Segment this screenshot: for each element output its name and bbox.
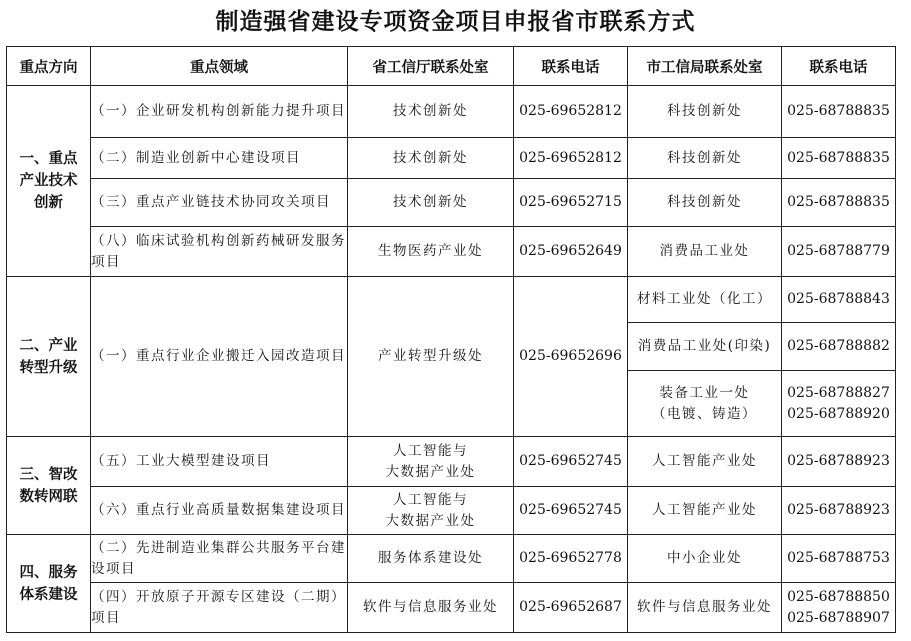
city-office-cell: 消费品工业处(印染) xyxy=(628,323,782,371)
table-row xyxy=(7,86,896,138)
prov-office-cell: 技术创新处 xyxy=(348,138,514,179)
field-cell: （五）工业大模型建设项目 xyxy=(91,437,348,487)
field-cell: （二）先进制造业集群公共服务平台建设项目 xyxy=(91,535,348,583)
prov-office-cell: 技术创新处 xyxy=(348,179,514,227)
office-line: 大数据产业处 xyxy=(385,463,476,480)
city-office-cell: 中小企业处 xyxy=(628,535,782,583)
office-line: 人工智能与 xyxy=(393,442,468,459)
header-city-office: 市工信局联系处室 xyxy=(628,47,782,86)
city-office-cell: 材料工业处（化工） xyxy=(628,277,782,323)
prov-phone-cell: 025-69652649 xyxy=(514,227,628,277)
field-cell: （三）重点产业链技术协同攻关项目 xyxy=(91,179,348,227)
prov-phone-cell: 025-69652812 xyxy=(514,138,628,179)
office-line: 大数据产业处 xyxy=(385,512,476,529)
header-direction: 重点方向 xyxy=(7,47,91,86)
city-phone-cell xyxy=(782,371,896,437)
prov-office-cell: 服务体系建设处 xyxy=(348,535,514,583)
field-cell: （一）重点行业企业搬迁入园改造项目 xyxy=(91,277,348,437)
prov-phone-cell: 025-69652696 xyxy=(514,277,628,437)
direction-cell xyxy=(7,277,91,437)
city-office-cell: 科技创新处 xyxy=(628,138,782,179)
office-line: 装备工业一处 xyxy=(659,384,750,401)
city-phone-cell xyxy=(782,583,896,633)
phone-line: 025-68788907 xyxy=(787,609,890,626)
city-phone-cell: 025-68788843 xyxy=(782,277,896,323)
field-cell: （二）制造业创新中心建设项目 xyxy=(91,138,348,179)
prov-phone-cell: 025-69652715 xyxy=(514,179,628,227)
direction-line: 三、智改 xyxy=(19,466,78,483)
phone-line: 025-68788827 xyxy=(787,384,890,401)
prov-phone-cell: 025-69652812 xyxy=(514,86,628,138)
field-cell: （一）企业研发机构创新能力提升项目 xyxy=(91,86,348,138)
prov-office-cell: 技术创新处 xyxy=(348,86,514,138)
city-phone-cell: 025-68788923 xyxy=(782,487,896,535)
direction-cell xyxy=(7,86,91,277)
prov-office-cell: 产业转型升级处 xyxy=(348,277,514,437)
contact-table xyxy=(6,46,896,633)
header-prov-office: 省工信厅联系处室 xyxy=(348,47,514,86)
table-row xyxy=(7,535,896,583)
table-row xyxy=(7,227,896,277)
table-row xyxy=(7,138,896,179)
city-office-cell xyxy=(628,371,782,437)
prov-phone-cell: 025-69652687 xyxy=(514,583,628,633)
city-phone-cell: 025-68788882 xyxy=(782,323,896,371)
table-header-row xyxy=(7,47,896,86)
prov-phone-cell: 025-69652745 xyxy=(514,487,628,535)
prov-office-cell xyxy=(348,437,514,487)
office-line: （电镀、铸造） xyxy=(652,405,757,422)
table-row xyxy=(7,179,896,227)
office-line: 人工智能与 xyxy=(393,491,468,508)
city-phone-cell: 025-68788753 xyxy=(782,535,896,583)
city-phone-cell: 025-68788835 xyxy=(782,179,896,227)
direction-cell xyxy=(7,535,91,633)
table-row xyxy=(7,277,896,323)
prov-phone-cell: 025-69652778 xyxy=(514,535,628,583)
table-row xyxy=(7,437,896,487)
city-office-cell: 人工智能产业处 xyxy=(628,487,782,535)
table-row xyxy=(7,583,896,633)
field-cell: （四）开放原子开源专区建设（二期）项目 xyxy=(91,583,348,633)
city-office-cell: 软件与信息服务业处 xyxy=(628,583,782,633)
direction-line: 产业技术 xyxy=(19,173,78,189)
phone-line: 025-68788850 xyxy=(787,588,890,605)
direction-line: 转型升级 xyxy=(19,359,78,376)
prov-office-cell: 软件与信息服务业处 xyxy=(348,583,514,633)
prov-office-cell xyxy=(348,487,514,535)
direction-line: 二、产业 xyxy=(19,337,78,354)
direction-line: 数转网联 xyxy=(19,488,78,505)
phone-line: 025-68788920 xyxy=(787,405,890,422)
page-title: 制造强省建设专项资金项目申报省市联系方式 xyxy=(215,8,696,35)
field-cell: （八）临床试验机构创新药械研发服务项目 xyxy=(91,227,348,277)
header-field: 重点领域 xyxy=(91,47,348,86)
city-phone-cell: 025-68788835 xyxy=(782,86,896,138)
city-phone-cell: 025-68788835 xyxy=(782,138,896,179)
field-cell: （六）重点行业高质量数据集建设项目 xyxy=(91,487,348,535)
direction-line: 四、服务 xyxy=(19,564,78,581)
city-phone-cell: 025-68788923 xyxy=(782,437,896,487)
table-row xyxy=(7,487,896,535)
direction-line: 体系建设 xyxy=(19,586,78,603)
direction-line: 创新 xyxy=(34,195,63,211)
header-city-phone: 联系电话 xyxy=(782,47,896,86)
prov-phone-cell: 025-69652745 xyxy=(514,437,628,487)
direction-cell xyxy=(7,437,91,535)
city-office-cell: 科技创新处 xyxy=(628,86,782,138)
city-office-cell: 消费品工业处 xyxy=(628,227,782,277)
city-office-cell: 人工智能产业处 xyxy=(628,437,782,487)
header-prov-phone: 联系电话 xyxy=(514,47,628,86)
city-office-cell: 科技创新处 xyxy=(628,179,782,227)
city-phone-cell: 025-68788779 xyxy=(782,227,896,277)
direction-line: 一、重点 xyxy=(19,151,78,167)
prov-office-cell: 生物医药产业处 xyxy=(348,227,514,277)
